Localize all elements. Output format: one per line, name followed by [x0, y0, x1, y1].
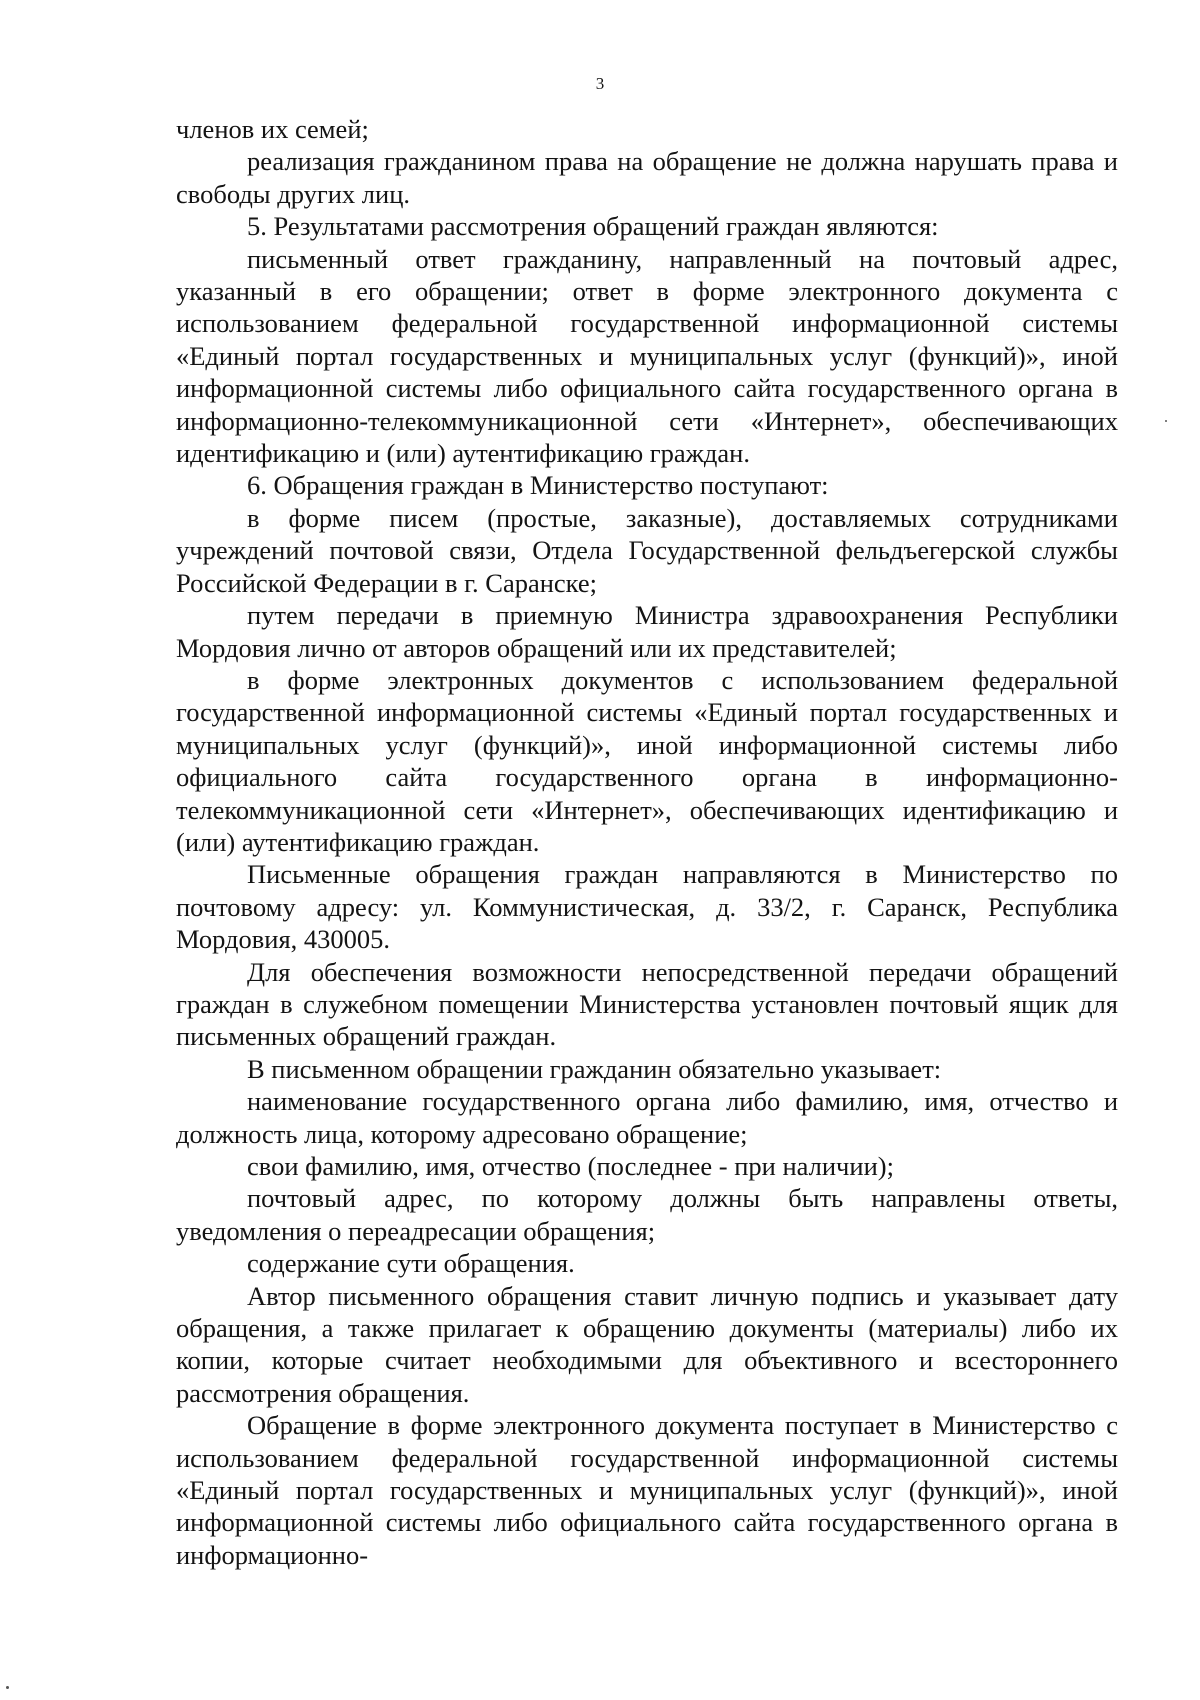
paragraph: Для обеспечения возможности непосредственной передачи обращений граждан в служебном помещении Министерства установлен почтовый ящик для письменных обращений граждан.	[176, 956, 1118, 1052]
paragraph: в форме писем (простые, заказные), доставляемых сотрудниками учреждений почтовой связи, Отдела Государственной фельдъегерской службы Российской Федерации в г. Саранске;	[176, 502, 1118, 598]
paragraph: письменный ответ гражданину, направленный на почтовый адрес, указанный в его обращении; ответ в форме электронного документа с использованием федеральной государственной информационной системы «Единый портал государственных и муниципальных услуг (функций)», иной информационной системы либо официального сайта государственного органа в информационно-телекоммуникационной сети «Интернет», обеспечивающих идентификацию и (или) аутентификацию граждан.	[176, 243, 1118, 469]
page-number: 3	[595, 74, 605, 93]
paragraph: содержание сути обращения.	[247, 1248, 575, 1279]
scan-speck	[1165, 420, 1167, 422]
paragraph: Обращение в форме электронного документа поступает в Министерство с использованием федеральной государственной информационной системы «Единый портал государственных и муниципальных услуг (функций)», иной информационной системы либо официального сайта государственного органа в информационно-	[176, 1410, 1118, 1570]
paragraph: Автор письменного обращения ставит личную подпись и указывает дату обращения, а также прилагает к обращению документы (материалы) либо их копии, которые считает необходимыми для объективного и всестороннего рассмотрения обращения.	[176, 1280, 1118, 1408]
paragraph: почтовый адрес, по которому должны быть направлены ответы, уведомления о переадресации обращения;	[176, 1183, 1118, 1246]
paragraph: путем передачи в приемную Министра здравоохранения Республики Мордовия лично от авторов обращений или их представителей;	[176, 600, 1118, 663]
paragraph: реализация гражданином права на обращение не должна нарушать права и свободы других лиц.	[176, 146, 1118, 209]
document-body	[176, 113, 1118, 1571]
paragraph: членов их семей;	[176, 114, 369, 144]
paragraph: наименование государственного органа либо фамилию, имя, отчество и должность лица, которому адресовано обращение;	[176, 1086, 1118, 1149]
paragraph: 5. Результатами рассмотрения обращений граждан являются:	[247, 211, 939, 242]
paragraph: Письменные обращения граждан направляются в Министерство по почтовому адресу: ул. Коммунистическая, д. 33/2, г. Саранск, Республика Мордовия, 430005.	[176, 859, 1118, 955]
paragraph: свои фамилию, имя, отчество (последнее - при наличии);	[247, 1151, 894, 1181]
scan-speck	[6, 1686, 9, 1689]
paragraph: В письменном обращении гражданин обязательно указывает:	[247, 1053, 942, 1084]
paragraph: в форме электронных документов с использованием федеральной государственной информационной системы «Единый портал государственных и муниципальных услуг (функций)», иной информационной системы либо официального сайта государственного органа в информационно-телекоммуникационной сети «Интернет», обеспечивающих идентификацию и (или) аутентификацию граждан.	[176, 664, 1118, 857]
paragraph: 6. Обращения граждан в Министерство поступают:	[247, 470, 829, 501]
